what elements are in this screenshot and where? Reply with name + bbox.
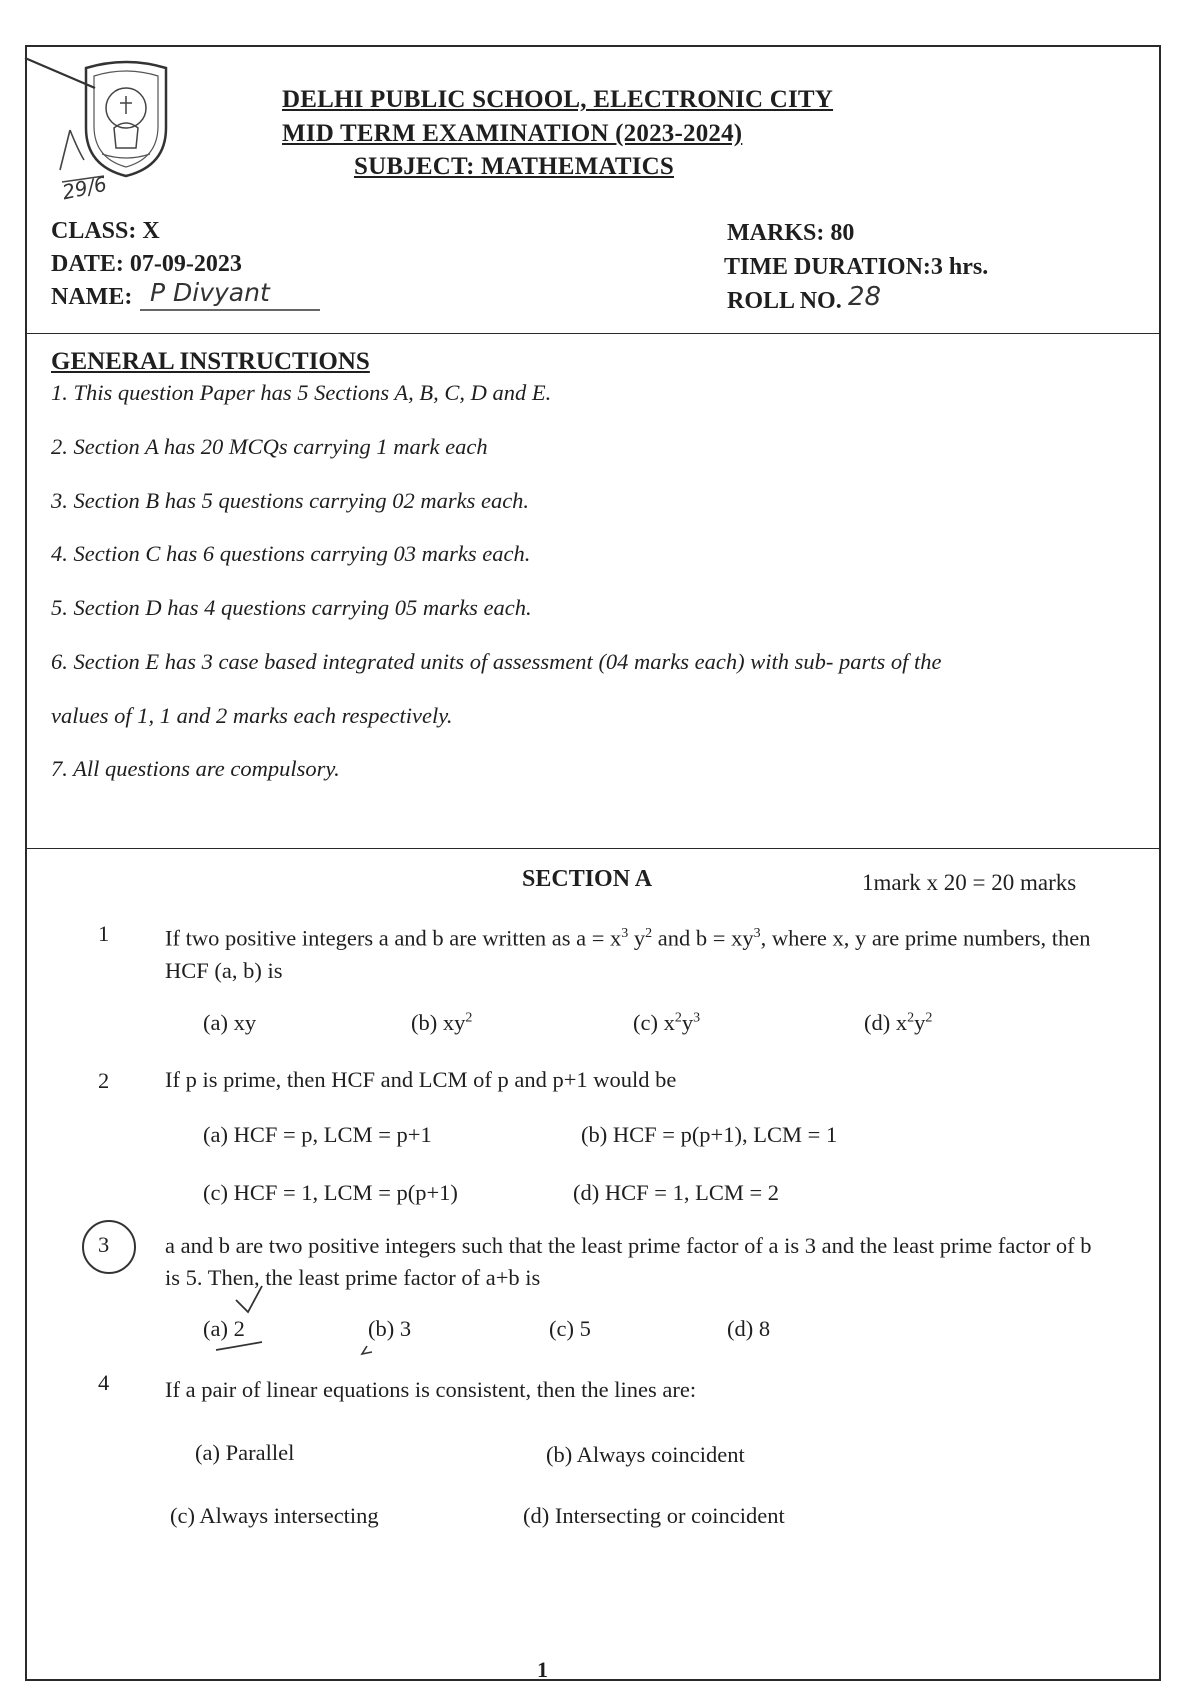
question-text: If p is prime, then HCF and LCM of p and p+1 would be [165,1067,677,1092]
option-a: (a) Parallel [195,1440,295,1465]
divider [25,333,1161,334]
name-label: NAME: [51,284,133,310]
option-c: (c) $x^2y^3$ [633,1010,701,1035]
school-name: DELHI PUBLIC SCHOOL, ELECTRONIC CITY [282,86,834,113]
option-b: (b) 3 [368,1316,412,1341]
grade-mark: 29/6 [59,171,109,205]
option-a: (a) 2 [203,1316,245,1341]
divider [25,848,1161,849]
option-d: (d) $x^2y^2$ [864,1010,933,1035]
school-logo [78,58,174,178]
question-number: 3 [98,1232,110,1257]
duration-label: TIME DURATION:3 hrs. [724,254,989,280]
option-b: (b) $xy^2$ [411,1010,473,1035]
instruction-item: 4. Section C has 6 questions carrying 03 marks each. [51,541,531,566]
instruction-item: 5. Section D has 4 questions carrying 05 marks each. [51,595,532,620]
question-number: 1 [98,921,110,946]
class-label: CLASS: X [51,218,160,244]
question-text: If a pair of linear equations is consistent, then the lines are: [165,1377,697,1402]
option-a: (a) xy [203,1010,257,1035]
option-d: (d) 8 [727,1316,771,1341]
roll-label: ROLL NO. [727,288,842,314]
question-number: 2 [98,1068,110,1093]
instruction-item: values of 1, 1 and 2 marks each respectively. [51,703,453,728]
instruction-item: 6. Section E has 3 case based integrated units of assessment (04 marks each) with sub- parts of the [51,649,942,674]
date-label: DATE: 07-09-2023 [51,251,242,277]
option-b: (b) HCF = p(p+1), LCM = 1 [581,1122,838,1147]
option-b: (b) Always coincident [546,1442,745,1467]
subject-title: SUBJECT: MATHEMATICS [354,153,675,180]
instruction-item: 7. All questions are compulsory. [51,756,340,781]
option-a: (a) HCF = p, LCM = p+1 [203,1122,432,1147]
section-marks: 1mark x 20 = 20 marks [862,870,1077,895]
roll-value: 28 [848,282,882,312]
section-title: SECTION A [522,866,653,892]
instruction-item: 1. This question Paper has 5 Sections A, B, C, D and E. [51,380,552,405]
page-number: 1 [537,1657,548,1682]
instructions-title: GENERAL INSTRUCTIONS [51,348,370,375]
exam-title: MID TERM EXAMINATION (2023-2024) [282,120,743,147]
question-text: a and b are two positive integers such that the least prime factor of a is 3 and the least prime factor of b is 5. Then, the least prime factor of a+b is [165,1233,1092,1290]
option-d: (d) Intersecting or coincident [523,1503,785,1528]
option-c: (c) HCF = 1, LCM = p(p+1) [203,1180,458,1205]
option-d: (d) HCF = 1, LCM = 2 [573,1180,780,1205]
question-text: If two positive integers a and b are written as $a = x^3$ $y^2$ and $b = xy^3$, where x, y are prime numbers, then HCF (a, b) is [165,925,1091,983]
option-c: (c) Always intersecting [170,1503,379,1528]
instruction-item: 2. Section A has 20 MCQs carrying 1 mark each [51,434,488,459]
marks-label: MARKS: 80 [727,220,855,246]
instruction-item: 3. Section B has 5 questions carrying 02 marks each. [51,488,530,513]
name-value: P Divyant [150,278,270,307]
question-number: 4 [98,1370,110,1395]
option-c: (c) 5 [549,1316,591,1341]
